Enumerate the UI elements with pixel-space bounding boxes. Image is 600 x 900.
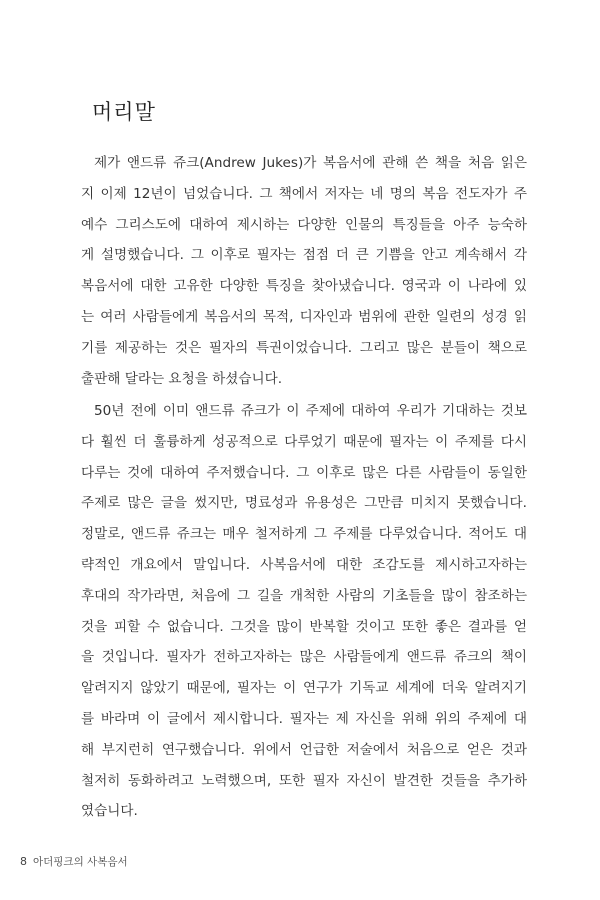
- body-paragraph-1: [81, 148, 527, 394]
- paragraph-line: 지 이제 12년이 넘었습니다. 그 책에서 저자는 네 명의 복음 전도자가 주: [81, 185, 527, 202]
- paragraph-line: 출판해 달라는 요청을 하셨습니다.: [81, 370, 283, 387]
- paragraph-line: 정말로, 앤드류 쥬크는 매우 철저하게 그 주제를 다루었습니다. 적어도 대: [81, 526, 527, 543]
- paragraph-line: 제가 앤드류 쥬크(Andrew Jukes)가 복음서에 관해 쓴 책을 처음 읽은: [94, 155, 527, 171]
- page-footer: [20, 854, 128, 869]
- body-paragraph-2: [81, 396, 527, 827]
- paragraph-line: 주제로 많은 글을 썼지만, 명료성과 유용성은 그만큼 미치지 못했습니다.: [81, 495, 527, 512]
- paragraph-line: 복음서에 대한 고유한 다양한 특징을 찾아냈습니다. 영국과 이 나라에 있: [81, 278, 527, 295]
- page-number: 8: [20, 855, 27, 868]
- paragraph-line: 는 여러 사람들에게 복음서의 목적, 디자인과 범위에 관한 일련의 성경 읽: [81, 308, 527, 325]
- paragraph-line: 후대의 작가라면, 처음에 그 길을 개척한 사람의 기초들을 많이 참조하는: [81, 587, 527, 604]
- paragraph-line: 을 것입니다. 필자가 전하고자하는 많은 사람들에게 앤드류 쥬크의 책이: [81, 649, 527, 666]
- paragraph-line: 50년 전에 이미 앤드류 쥬크가 이 주제에 대하여 우리가 기대하는 것보: [94, 403, 527, 419]
- paragraph-line: 를 바라며 이 글에서 제시합니다. 필자는 제 자신을 위해 위의 주제에 대: [81, 710, 527, 727]
- paragraph-line: 예수 그리스도에 대하여 제시하는 다양한 인물의 특징들을 아주 능숙하: [81, 216, 527, 233]
- running-title: 아더핑크의 사복음서: [33, 856, 128, 868]
- paragraph-line: 다 훨씬 더 훌륭하게 성공적으로 다루었기 때문에 필자는 이 주제를 다시: [81, 433, 527, 450]
- paragraph-line: 해 부지런히 연구했습니다. 위에서 언급한 저술에서 처음으로 얻은 것과: [81, 741, 527, 758]
- paragraph-line: 다루는 것에 대하여 주저했습니다. 그 이후로 많은 다른 사람들이 동일한: [81, 464, 527, 481]
- paragraph-line: 략적인 개요에서 말입니다. 사복음서에 대한 조감도를 제시하고자하는: [81, 556, 527, 573]
- page-title: 머리말: [92, 100, 156, 124]
- paragraph-line: 게 설명했습니다. 그 이후로 필자는 점점 더 큰 기쁨을 안고 계속해서 각: [81, 247, 527, 264]
- paragraph-line: 것을 피할 수 없습니다. 그것을 많이 반복할 것이고 또한 좋은 결과를 얻: [81, 618, 527, 635]
- paragraph-line: 알려지지 않았기 때문에, 필자는 이 연구가 기독교 세계에 더욱 알려지기: [81, 680, 527, 697]
- paragraph-line: 철저히 동화하려고 노력했으며, 또한 필자 자신이 발견한 것들을 추가하: [81, 772, 527, 789]
- paragraph-line: 였습니다.: [81, 803, 138, 820]
- paragraph-line: 기를 제공하는 것은 필자의 특권이었습니다. 그리고 많은 분들이 책으로: [81, 339, 527, 356]
